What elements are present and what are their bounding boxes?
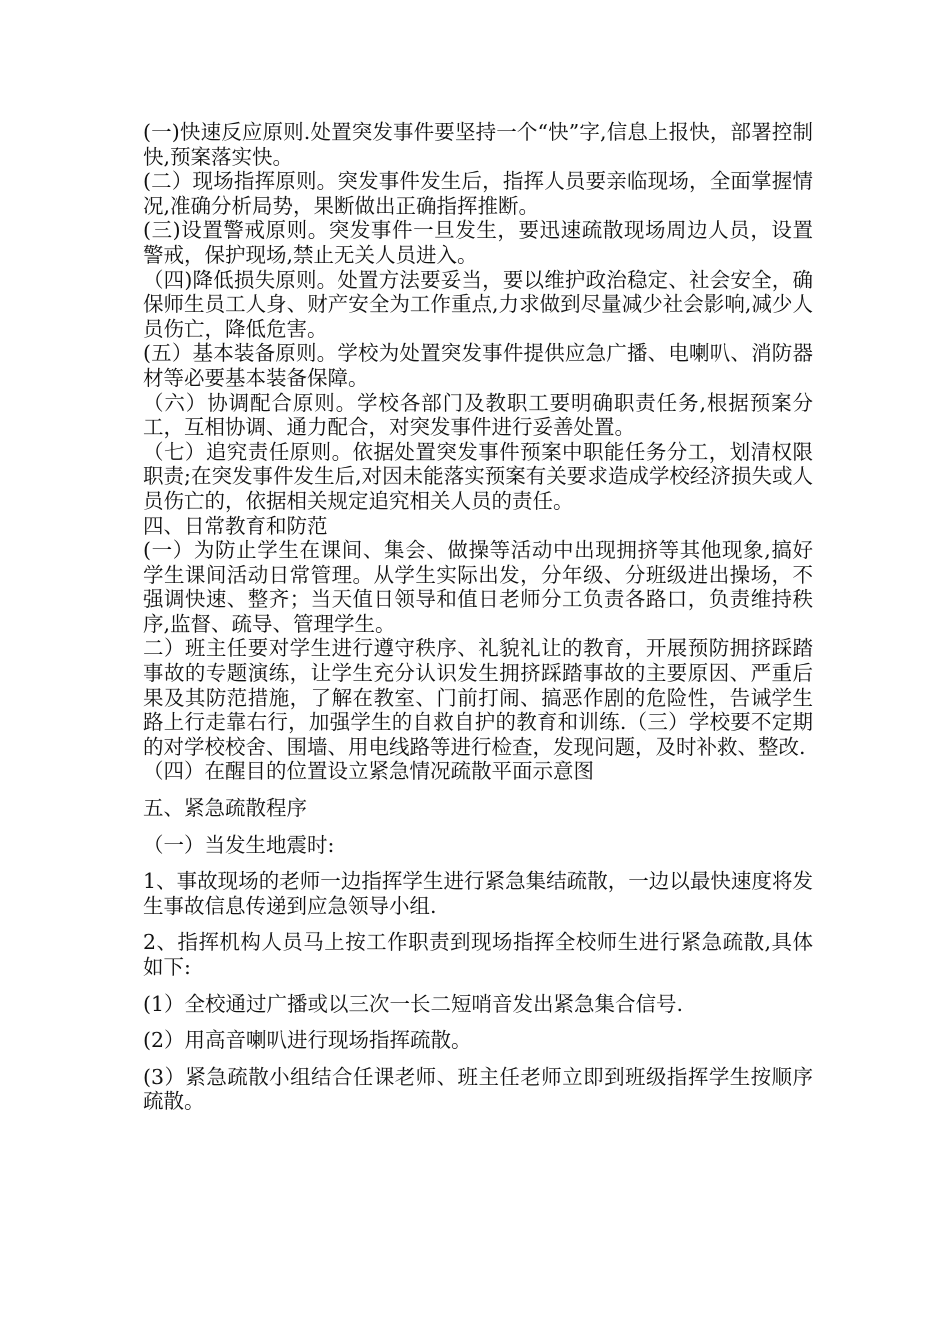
section-heading-4: 四、日常教育和防范 <box>143 513 328 538</box>
paragraph-item-1: (1）全校通过广播或以三次一长二短哨音发出紧急集合信号. <box>143 991 684 1016</box>
document-page <box>143 120 813 1114</box>
subheading-earthquake: （一）当发生地震时: <box>143 832 335 857</box>
paragraph-principle-4: （四)降低损失原则。处置方法要妥当，要以维护政治稳定、社会安全，确保师生员工人身、财产安全为工作重点,力求做到尽量减少社会影响,减少人员伤亡，降低危害。 <box>143 267 813 341</box>
paragraph-education-4: （四）在醒目的位置设立紧急情况疏散平面示意图 <box>143 759 594 784</box>
paragraph-principle-1: (一)快速反应原则.处置突发事件要坚持一个“快”字,信息上报快，部署控制快,预案落实快。 <box>143 120 813 169</box>
paragraph-principle-6: （六）协调配合原则。学校各部门及教职工要明确职责任务,根据预案分工，互相协调、通力配合，对突发事件进行妥善处置。 <box>143 390 813 440</box>
paragraph-step-2: 2、指挥机构人员马上按工作职责到现场指挥全校师生进行紧急疏散,具体如下: <box>143 930 813 979</box>
paragraph-education-1: (一）为防止学生在课间、集会、做操等活动中出现拥挤等其他现象,搞好学生课间活动日常管理。从学生实际出发，分年级、分班级进出操场，不强调快速、整齐；当天值日领导和值日老师分工负责各路口，负责维持秩序,监督、疏导、管理学生。 <box>143 538 813 636</box>
paragraph-step-1: 1、事故现场的老师一边指挥学生进行紧急集结疏散，一边以最快速度将发生事故信息传递到应急领导小组. <box>143 869 813 918</box>
paragraph-principle-7: （七）追究责任原则。依据处置突发事件预案中职能任务分工，划清权限职责;在突发事件发生后,对因未能落实预案有关要求造成学校经济损失或人员伤亡的，依据相关规定追究相关人员的责任。 <box>143 439 813 513</box>
paragraph-principle-2: (二）现场指挥原则。突发事件发生后，指挥人员要亲临现场，全面掌握情况,准确分析局势，果断做出正确指挥推断。 <box>143 169 813 218</box>
section-heading-5: 五、紧急疏散程序 <box>143 796 307 821</box>
paragraph-education-2: 二）班主任要对学生进行遵守秩序、礼貌礼让的教育，开展预防拥挤踩踏事故的专题演练，让学生充分认识发生拥挤踩踏事故的主要原因、严重后果及其防范措施，了解在教室、门前打闹、搞恶作剧的危险性，告诫学生路上行走靠右行，加强学生的自救自护的教育和训练.（三）学校要不定期的对学校校舍、围墙、用电线路等进行检查，发现问题，及时补救、整改. <box>143 636 813 759</box>
paragraph-item-3: (3）紧急疏散小组结合任课老师、班主任老师立即到班级指挥学生按顺序疏散。 <box>143 1064 813 1114</box>
paragraph-item-2: (2）用高音喇叭进行现场指挥疏散。 <box>143 1028 472 1053</box>
paragraph-principle-3: (三)设置警戒原则。突发事件一旦发生，要迅速疏散现场周边人员，设置警戒，保护现场,禁止无关人员进入。 <box>143 218 813 267</box>
paragraph-principle-5: (五）基本装备原则。学校为处置突发事件提供应急广播、电喇叭、消防器材等必要基本装备保障。 <box>143 341 813 390</box>
